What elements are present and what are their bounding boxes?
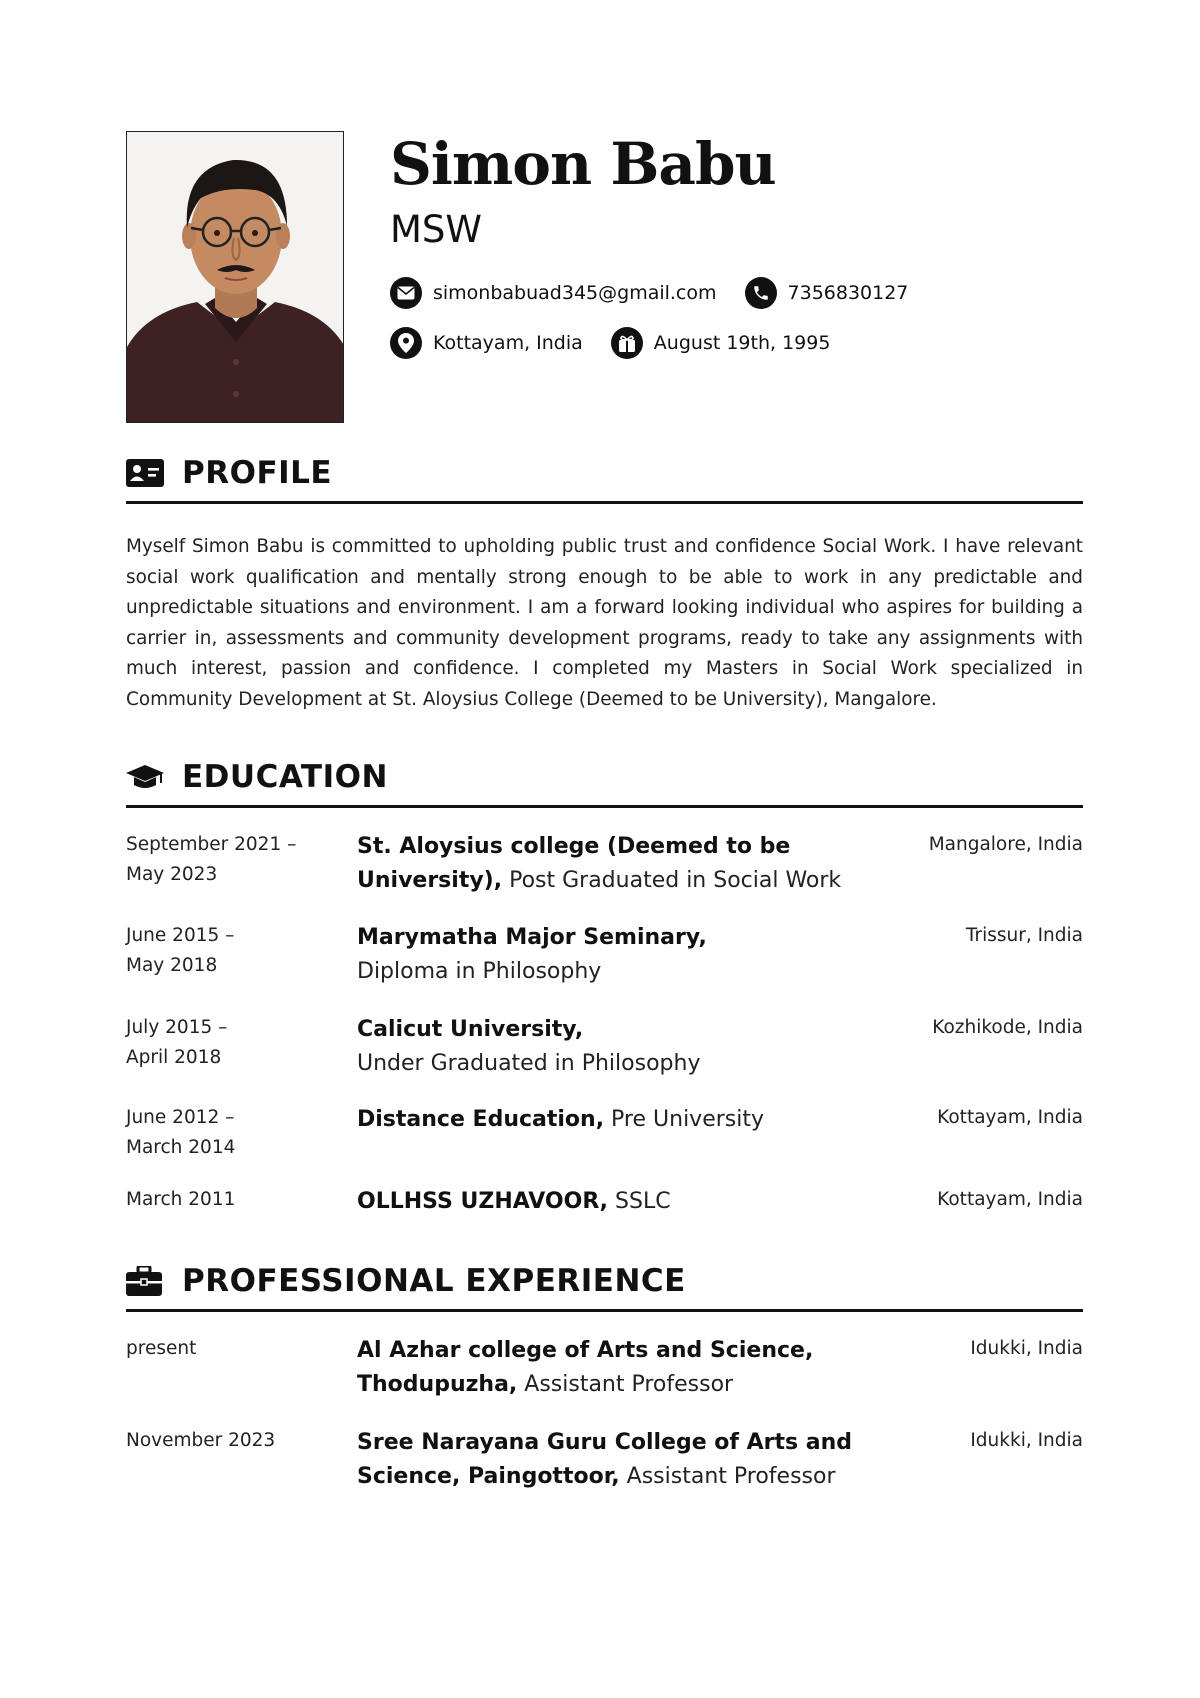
- section-header: [126, 755, 1083, 808]
- contact-row: [390, 328, 936, 358]
- envelope-icon: [390, 277, 422, 309]
- institution: St. Aloysius college (Deemed to be University),: [357, 834, 791, 893]
- phone-text: 7356830127: [787, 282, 909, 304]
- education-entry: [126, 921, 1083, 1013]
- entry-title: [357, 1185, 877, 1225]
- section-title: PROFILE: [182, 454, 333, 491]
- date-start: September 2021 –: [126, 834, 297, 855]
- contact-list: [390, 278, 936, 358]
- entry-title: [357, 1013, 877, 1103]
- education-entry: [126, 830, 1083, 921]
- phone-icon: [745, 277, 777, 309]
- graduation-cap-icon: [126, 762, 164, 792]
- employer: Al Azhar college of Arts and Science, Thodupuzha,: [357, 1338, 814, 1397]
- entry-date: [126, 1426, 357, 1496]
- gift-icon: [611, 327, 643, 359]
- entry-title: [357, 921, 877, 1013]
- date-start: November 2023: [126, 1430, 276, 1451]
- entry-date: [126, 1103, 357, 1185]
- id-card-icon: [126, 458, 164, 488]
- education-entry: [126, 1013, 1083, 1103]
- date-start: June 2012 –: [126, 1107, 235, 1128]
- entry-title: [357, 1103, 877, 1185]
- entry-date: [126, 1334, 357, 1426]
- resume-page: [126, 131, 1083, 1496]
- qualification: Diploma in Philosophy: [357, 959, 602, 984]
- experience-section: [126, 1259, 1083, 1496]
- entry-location: Idukki, India: [970, 1430, 1083, 1451]
- entry-location: Mangalore, India: [928, 834, 1083, 855]
- date-start: March 2011: [126, 1189, 236, 1210]
- birthday-text: August 19th, 1995: [653, 332, 831, 354]
- resume-header: [126, 131, 1083, 425]
- entry-location: Trissur, India: [965, 925, 1083, 946]
- section-title: PROFESSIONAL EXPERIENCE: [182, 1262, 686, 1299]
- date-start: June 2015 –: [126, 925, 235, 946]
- contact-birthday: [611, 327, 831, 359]
- entry-location: Idukki, India: [970, 1338, 1083, 1359]
- profile-section: [126, 451, 1083, 715]
- contact-phone[interactable]: [745, 277, 909, 309]
- qualification: Under Graduated in Philosophy: [357, 1051, 701, 1076]
- institution: Calicut University,: [357, 1017, 584, 1042]
- experience-list: [126, 1334, 1083, 1496]
- qualification: Pre University: [604, 1107, 765, 1132]
- date-end: May 2023: [126, 864, 218, 885]
- entry-title: [357, 830, 877, 921]
- map-pin-icon: [390, 327, 422, 359]
- experience-entry: [126, 1426, 1083, 1496]
- date-end: April 2018: [126, 1047, 222, 1068]
- date-end: May 2018: [126, 955, 218, 976]
- institution: Marymatha Major Seminary,: [357, 925, 707, 950]
- experience-entry: [126, 1334, 1083, 1426]
- job-title: Assistant Professor: [619, 1464, 836, 1489]
- candidate-name: Simon Babu: [390, 130, 776, 198]
- entry-date: [126, 1185, 357, 1225]
- date-start: July 2015 –: [126, 1017, 228, 1038]
- qualification: SSLC: [608, 1189, 671, 1214]
- education-section: [126, 755, 1083, 1225]
- education-entry: [126, 1103, 1083, 1185]
- section-title: EDUCATION: [182, 758, 388, 795]
- section-header: [126, 451, 1083, 504]
- header-info: [390, 131, 936, 378]
- employer: Sree Narayana Guru College of Arts and Science, Paingottoor,: [357, 1430, 853, 1489]
- candidate-degree: MSW: [390, 208, 482, 251]
- date-start: present: [126, 1338, 197, 1359]
- entry-title: [357, 1334, 877, 1426]
- job-title: Assistant Professor: [517, 1372, 734, 1397]
- qualification: Post Graduated in Social Work: [502, 868, 842, 893]
- date-end: March 2014: [126, 1137, 236, 1158]
- briefcase-icon: [126, 1266, 164, 1296]
- education-entry: [126, 1185, 1083, 1225]
- location-text: Kottayam, India: [433, 332, 583, 354]
- institution: OLLHSS UZHAVOOR,: [357, 1189, 609, 1214]
- education-list: [126, 830, 1083, 1225]
- contact-location: [390, 327, 583, 359]
- email-text: simonbabuad345@gmail.com: [433, 282, 717, 304]
- contact-email[interactable]: [390, 277, 717, 309]
- entry-title: [357, 1426, 877, 1496]
- entry-date: [126, 830, 357, 921]
- contact-row: [390, 278, 936, 308]
- entry-location: Kozhikode, India: [932, 1017, 1083, 1038]
- entry-date: [126, 1013, 357, 1103]
- entry-location: Kottayam, India: [937, 1107, 1083, 1128]
- profile-photo: [126, 131, 344, 423]
- portrait-illustration: [127, 132, 344, 423]
- institution: Distance Education,: [357, 1107, 605, 1132]
- entry-date: [126, 921, 357, 1013]
- profile-summary: Myself Simon Babu is committed to upholding public trust and confidence Social Work. I have relevant social work qualification and mentally strong enough to be able to work in any predictable and unpredictable situations and environment. I am a forward looking individual who aspires for building a carrier in, assessments and community development programs, ready to take any assignments with much interest, passion and confidence. I completed my Masters in Social Work specialized in Community Development at St. Aloysius College (Deemed to be University), Mangalore.: [126, 536, 1083, 710]
- entry-location: Kottayam, India: [937, 1189, 1083, 1210]
- section-header: [126, 1259, 1083, 1312]
